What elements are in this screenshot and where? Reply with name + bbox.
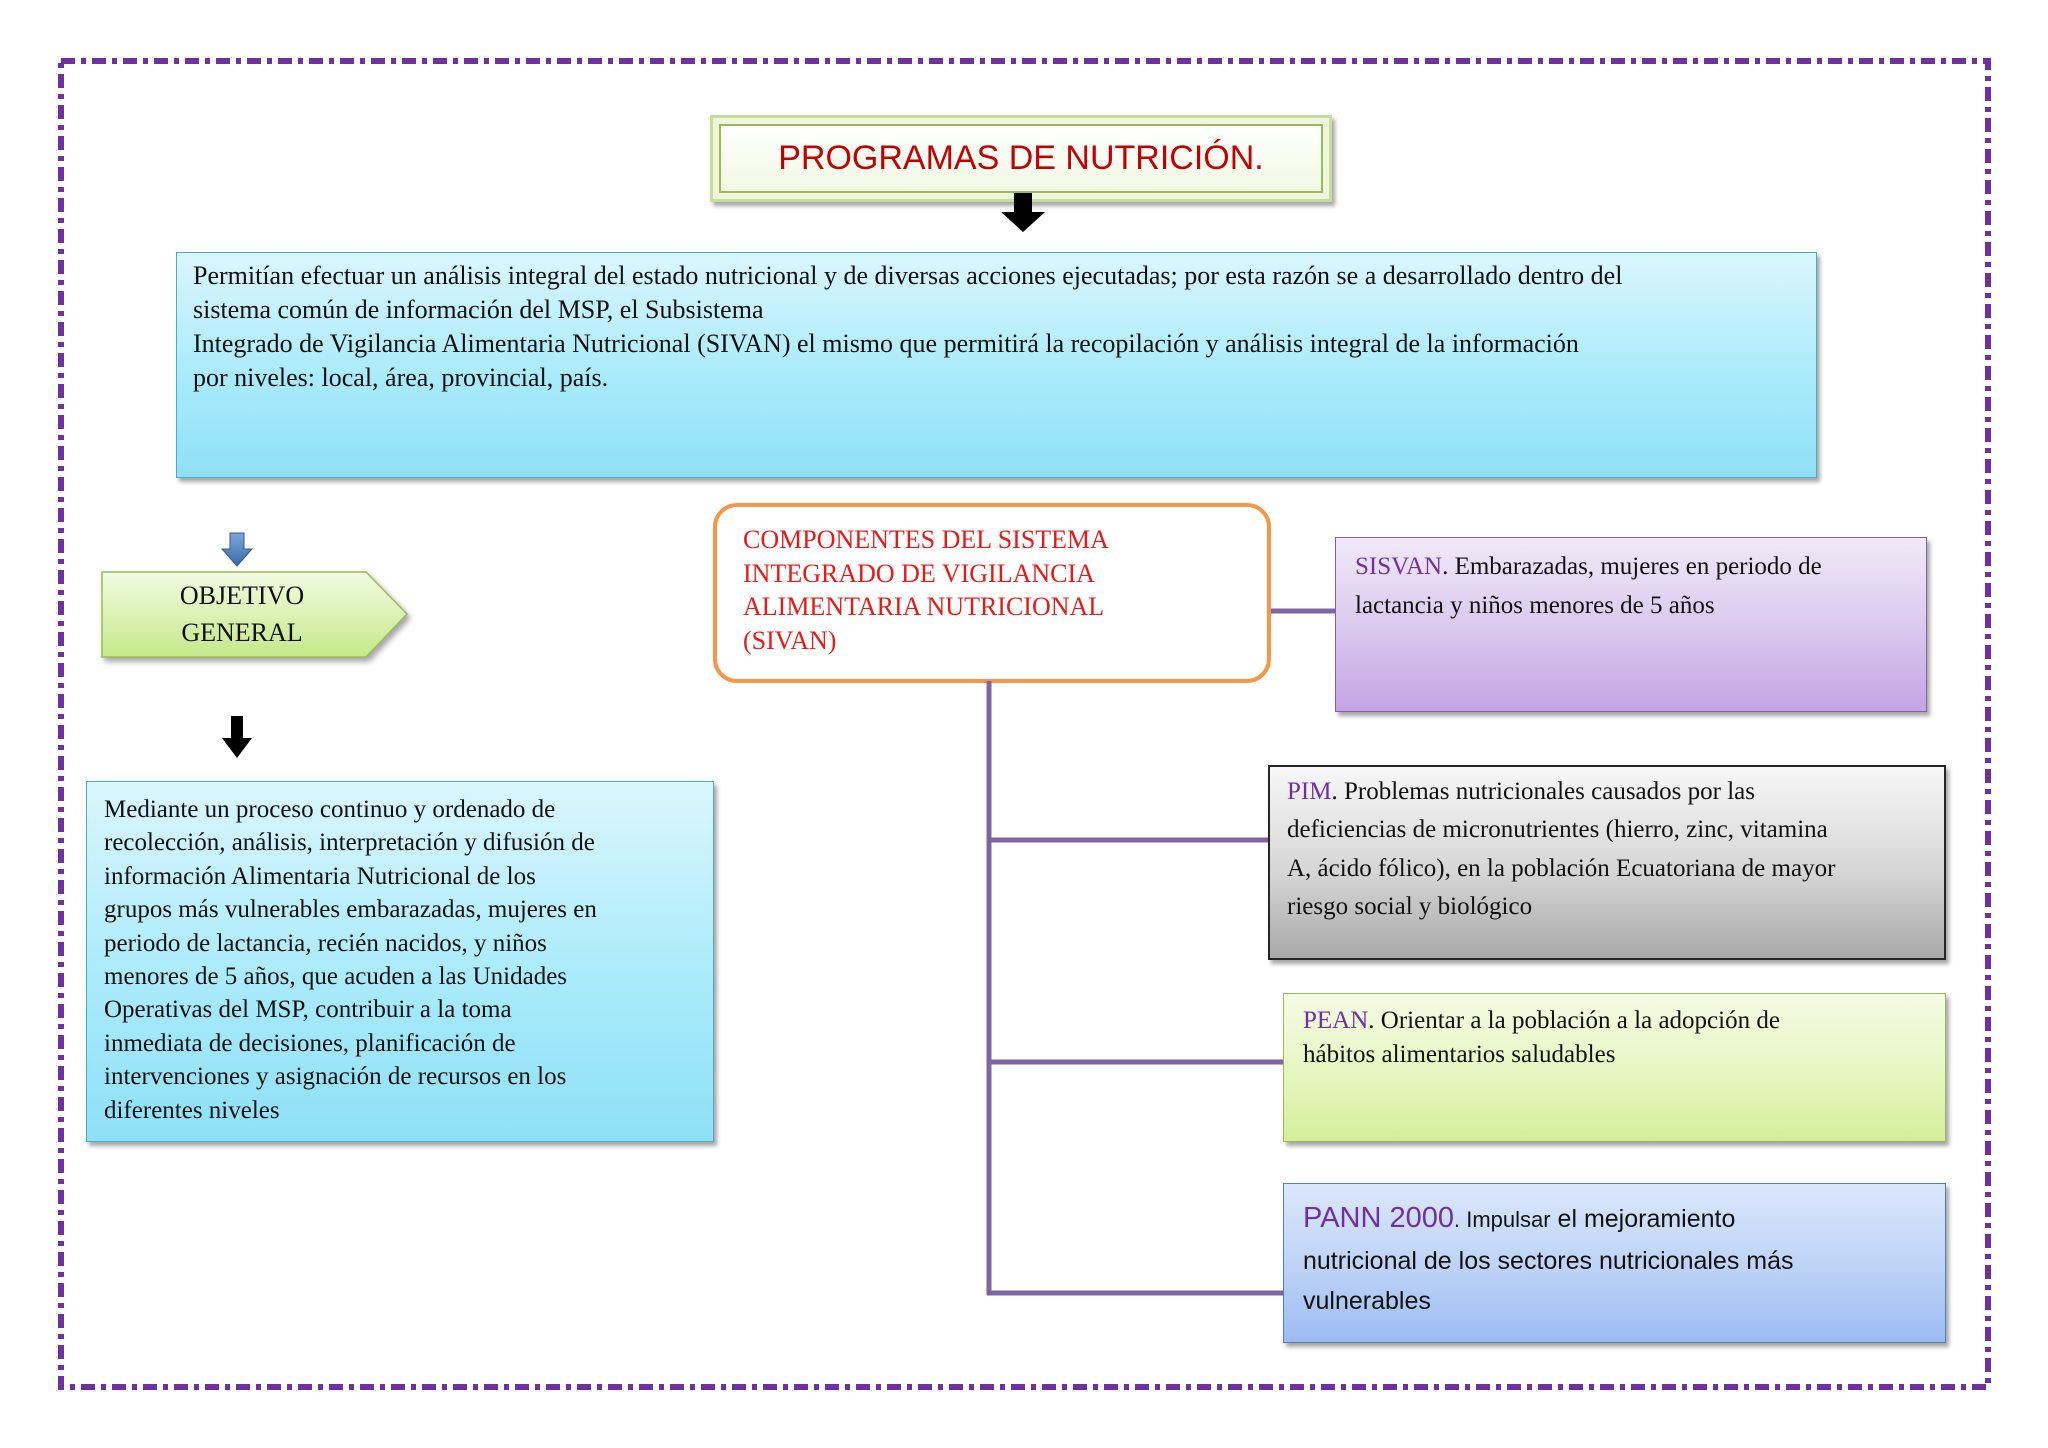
componentes-line: ALIMENTARIA NUTRICIONAL	[743, 592, 1105, 621]
pann-text: nutricional de los sectores nutricionales más	[1303, 1246, 1794, 1275]
objetivo-desc-line: grupos más vulnerables embarazadas, mujeres en	[104, 896, 597, 924]
componentes-line: INTEGRADO DE VIGILANCIA	[743, 558, 1095, 588]
sisvan-box	[1335, 537, 1927, 712]
pean-text: . Orientar a la población a la adopción de	[1368, 1007, 1780, 1034]
objetivo-desc-line: intervenciones y asignación de recursos en los	[104, 1063, 567, 1091]
pean-text: hábitos alimentarios saludables	[1303, 1041, 1616, 1068]
pann-text: el mejoramiento	[1550, 1205, 1736, 1233]
objetivo-desc-line: menores de 5 años, que acuden a las Unidades	[104, 963, 568, 991]
objetivo-desc-line: Operativas del MSP, contribuir a la toma	[104, 996, 512, 1024]
pim-text: riesgo social y biológico	[1287, 892, 1533, 920]
pean-label: PEAN	[1303, 1007, 1369, 1034]
objetivo-general-label	[101, 577, 383, 651]
objetivo-desc-line: recolección, análisis, interpretación y difusión de	[104, 829, 595, 857]
pim-first-line	[1287, 773, 1927, 811]
pim-text: deficiencias de micronutrientes (hierro, zinc, vitamina	[1287, 816, 1828, 844]
pim-box	[1268, 765, 1946, 960]
down-arrow-icon	[222, 533, 252, 566]
sisvan-label: SISVAN	[1355, 553, 1443, 580]
objetivo-description-box	[86, 781, 714, 1142]
down-arrow-icon	[222, 716, 252, 758]
componentes-box	[713, 503, 1271, 683]
componentes-line: (SIVAN)	[743, 625, 837, 655]
pim-text: . Problemas nutricionales causados por las	[1331, 778, 1755, 805]
objetivo-line: GENERAL	[181, 618, 303, 647]
intro-box	[176, 252, 1817, 478]
title-box	[710, 115, 1332, 202]
pean-box	[1283, 993, 1946, 1142]
pean-first-line	[1303, 1004, 1926, 1038]
pann-2000-box	[1283, 1183, 1946, 1343]
pann-label: PANN 2000	[1303, 1202, 1454, 1234]
pann-lead-text: . Impulsar	[1454, 1207, 1551, 1232]
objetivo-desc-line: Mediante un proceso continuo y ordenado de	[104, 796, 556, 823]
objetivo-line: OBJETIVO	[179, 581, 305, 610]
sisvan-text: lactancia y niños menores de 5 años	[1355, 592, 1715, 619]
sisvan-text: . Embarazadas, mujeres en periodo de	[1442, 553, 1822, 580]
pann-text: vulnerables	[1303, 1287, 1431, 1315]
pim-text: A, ácido fólico), en la población Ecuatoriana de mayor	[1287, 854, 1836, 882]
objetivo-desc-line: periodo de lactancia, recién nacidos, y niños	[104, 929, 547, 957]
objetivo-desc-line: información Alimentaria Nutricional de los	[104, 862, 536, 890]
pann-first-line	[1303, 1198, 1926, 1241]
intro-line: por niveles: local, área, provincial, país.	[193, 363, 609, 392]
intro-line: sistema común de información del MSP, el Subsistema	[193, 295, 764, 324]
sisvan-first-line	[1355, 547, 1907, 586]
page-title: PROGRAMAS DE NUTRICIÓN.	[778, 139, 1264, 177]
intro-line: Integrado de Vigilancia Alimentaria Nutricional (SIVAN) el mismo que permitirá la recopilación y análisis integral de la información	[193, 329, 1579, 358]
objetivo-desc-line: diferentes niveles	[104, 1096, 280, 1124]
intro-line: Permitían efectuar un análisis integral del estado nutricional y de diversas acciones ejecutadas; por esta razón se a desarrollado dentro del	[193, 261, 1623, 290]
pim-label: PIM	[1287, 778, 1332, 805]
title-inner-frame	[719, 124, 1323, 193]
componentes-line: COMPONENTES DEL SISTEMA	[743, 525, 1109, 554]
objetivo-general-shape	[101, 571, 409, 659]
objetivo-desc-line: inmediata de decisiones, planificación de	[104, 1029, 516, 1057]
